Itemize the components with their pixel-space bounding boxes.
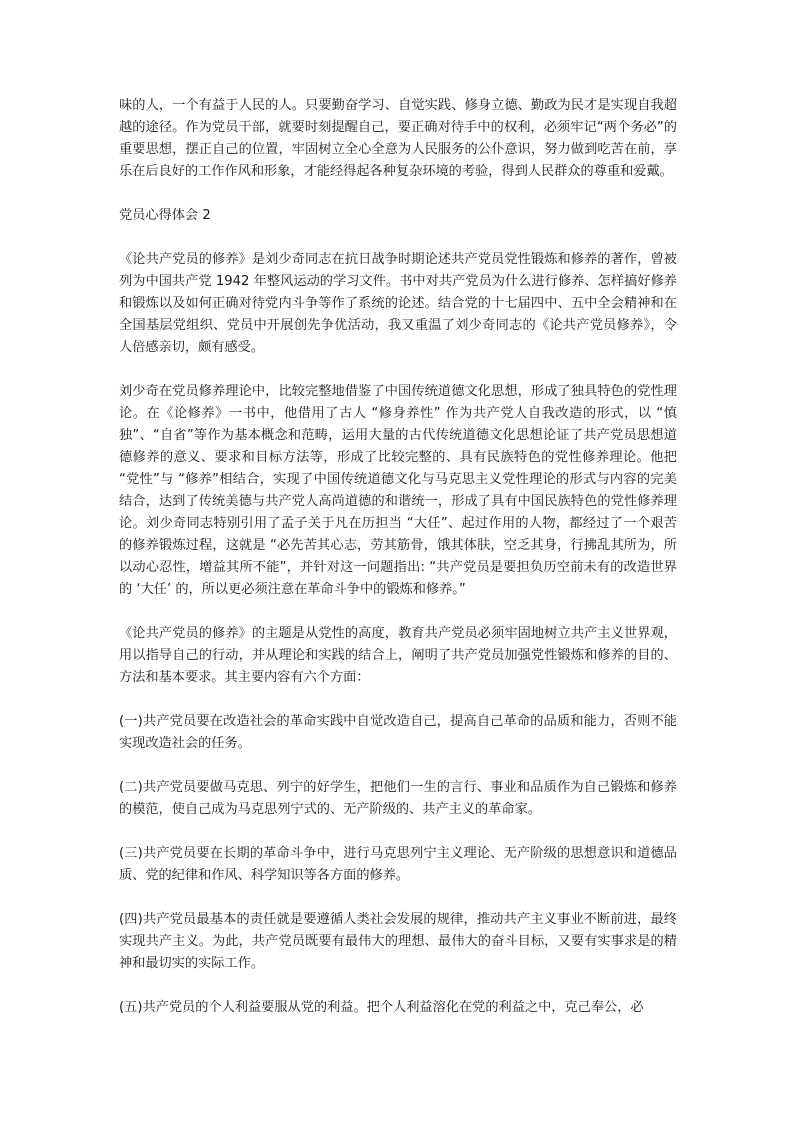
paragraph-book-overview: 《论共产党员的修养》是刘少奇同志在抗日战争时期论述共产党员党性锻炼和修养的著作，曾被列为中国共产党 1942 年整风运动的学习文件。书中对共产党员为什么进行修养、怎样搞好修养和锻炼以及如何正确对待党内斗争等作了系统的论述。结合党的十七届四中、五中全会精神和在全国基层党组织、党员中开展创先争优活动，我又重温了刘少奇同志的《论共产党员修养》，令人倍感亲切，颇有感受。 [119,252,677,355]
paragraph-traditional-culture: 刘少奇在党员修养理论中，比较完整地借鉴了中国传统道德文化思想，形成了独具特色的党性理论。在《论修养》一书中，他借用了古人 “修身养性” 作为共产党人自我改造的形式，以 “慎独”、“自省”等作为基本概念和范畴，运用大量的古代传统道德文化思想论证了共产党员思想道德修养的意义、要求和目标方法等，形成了比较完整的、具有民族特色的党性修养理论。他把 “党性”与 “修养”相结合，实现了中国传统道德文化与马克思主义党性理论的形式与内容的完美结合，达到了传统美德与共产党人高尚道德的和谐统一，形成了具有中国民族特色的党性修养理论。刘少奇同志特别引用了孟子关于凡在历担当 “大任”、起过作用的人物，都经过了一个艰苦的修养锻炼过程，这就是 “必先苦其心志，劳其筋骨，饿其体肤，空乏其身，行拂乱其所为，所以动心忍性，增益其所不能”，并针对这一问题指出: “共产党员是要担负历空前未有的改造世界的 ‘大任’ 的，所以更必须注意在革命斗争中的锻炼和修养。” [119,384,677,597]
document-page [119,95,677,1041]
paragraph-intro-continuation: 味的人，一个有益于人民的人。只要勤奋学习、自觉实践、修身立德、勤政为民才是实现自我超越的途径。作为党员干部，就要时刻提醒自己，要正确对待手中的权利，必须牢记“两个务必”的重要思想，摆正自己的位置，牢固树立全心全意为人民服务的公仆意识，努力做到吃苦在前，享乐在后良好的工作作风和形象，才能经得起各种复杂环境的考验，得到人民群众的尊重和爱戴。 [119,98,677,179]
paragraph-main-theme: 《论共产党员的修养》的主题是从党性的高度，教育共产党员必须牢固地树立共产主义世界观，用以指导自己的行动，并从理论和实践的结合上，阐明了共产党员加强党性锻炼和修养的目的、方法和基本要求。其主要内容有六个方面： [119,626,677,685]
section-heading: 党员心得体会 2 [119,208,211,223]
paragraph-point-5: (五)共产党员的个人利益要服从党的利益。把个人利益溶化在党的利益之中，克己奉公，必 [119,1000,644,1015]
paragraph-point-4: (四)共产党员最基本的责任就是要遵循人类社会发展的规律，推动共产主义事业不断前进，最终实现共产主义。为此，共产党员既要有最伟大的理想、最伟大的奋斗目标，又要有实事求是的精神和最切实的实际工作。 [119,912,677,971]
paragraph-point-3: (三)共产党员要在长期的革命斗争中，进行马克思列宁主义理论、无产阶级的思想意识和道德品质、党的纪律和作风、科学知识等各方面的修养。 [119,846,677,883]
paragraph-point-1: (一)共产党员要在改造社会的革命实践中自觉改造自己，提高自己革命的品质和能力，否则不能实现改造社会的任务。 [119,714,677,751]
paragraph-point-2: (二)共产党员要做马克思、列宁的好学生，把他们一生的言行、事业和品质作为自己锻炼和修养的模范，使自己成为马克思列宁式的、无产阶级的、共产主义的革命家。 [119,780,677,817]
